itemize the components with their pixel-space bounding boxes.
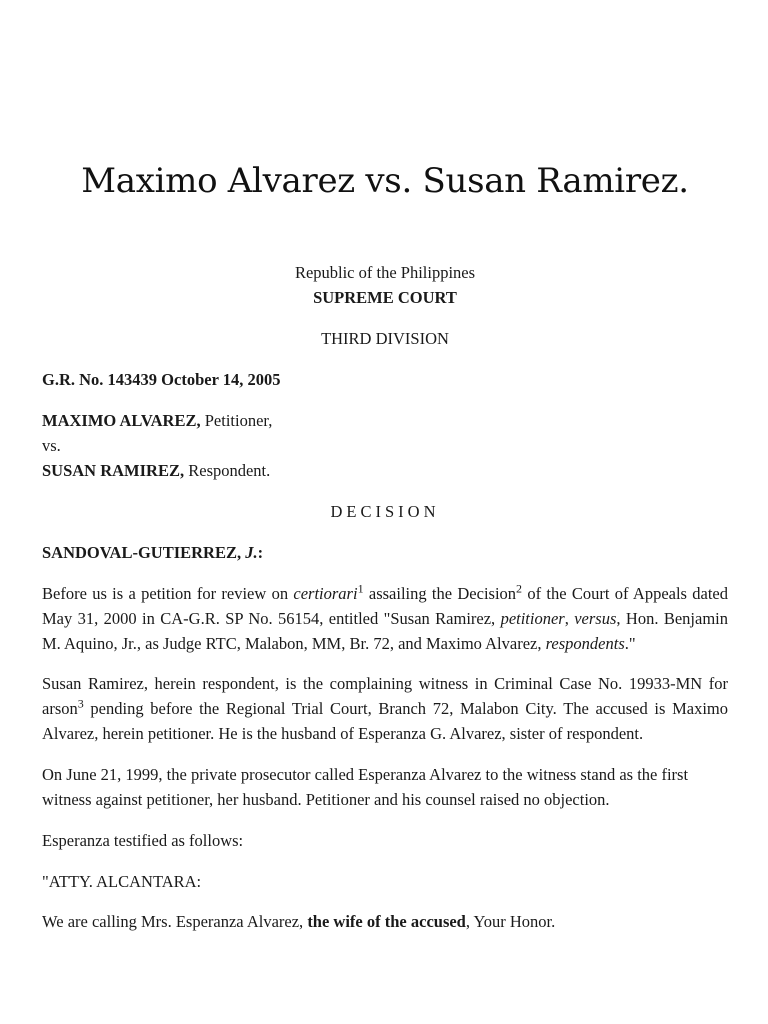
ponente-name: SANDOVAL-GUTIERREZ, bbox=[42, 543, 246, 562]
paragraph-2-text-b: pending before the Regional Trial Court, Branch 72, Malabon City. The accused is Maximo Alvarez, herein petitioner. He is the husband of Esperanza G. Alvarez, sister of respondent. bbox=[42, 699, 728, 743]
paragraph-2-text-a: Susan Ramirez, herein respondent, is the complaining witness in Criminal Case No. 19933-MN for arson bbox=[42, 674, 728, 718]
paragraph-6-emphasis: the wife of the accused bbox=[307, 912, 466, 931]
paragraph-1-text-h: , Hon. Benjamin M. Aquino, Jr., as Judge RTC, Malabon, MM, Br. 72, and Maximo Alvarez, bbox=[42, 609, 728, 653]
paragraph-4: Esperanza testified as follows: bbox=[42, 831, 244, 850]
document-title: Maximo Alvarez vs. Susan Ramirez. bbox=[81, 161, 689, 201]
petitioner-line bbox=[42, 408, 728, 433]
division-line: THIRD DIVISION bbox=[321, 329, 449, 348]
paragraph-6 bbox=[42, 909, 728, 934]
versus-term: versus bbox=[574, 609, 617, 628]
footnote-ref-2[interactable]: 2 bbox=[516, 581, 523, 596]
court-header bbox=[42, 260, 728, 310]
versus-line: vs. bbox=[42, 436, 61, 455]
respondent-name: SUSAN RAMIREZ, bbox=[42, 461, 185, 480]
paragraph-5: "ATTY. ALCANTARA: bbox=[42, 872, 202, 891]
case-number: G.R. No. 143439 October 14, 2005 bbox=[42, 370, 281, 389]
footnote-ref-1[interactable]: 1 bbox=[357, 581, 364, 596]
paragraph-1-text-j: ." bbox=[624, 634, 636, 653]
republic-line: Republic of the Philippines bbox=[294, 263, 476, 282]
paragraph-6-text-a: We are calling Mrs. Esperanza Alvarez, bbox=[42, 912, 308, 931]
respondent-role: Respondent. bbox=[184, 461, 271, 480]
parties-block bbox=[42, 408, 728, 483]
ponente-colon: : bbox=[257, 543, 264, 562]
decision-heading: DECISION bbox=[330, 502, 440, 521]
ponente-title: J. bbox=[245, 543, 258, 562]
paragraph-1-text-a: Before us is a petition for review on bbox=[42, 584, 294, 603]
paragraph-6-text-c: , Your Honor. bbox=[465, 912, 556, 931]
petitioner-name: MAXIMO ALVAREZ, bbox=[42, 411, 201, 430]
petitioner-role: Petitioner, bbox=[200, 411, 273, 430]
paragraph-1-text-f: , bbox=[564, 609, 575, 628]
paragraph-1-text-c: assailing the Decision bbox=[363, 584, 517, 603]
footnote-ref-3[interactable]: 3 bbox=[77, 696, 84, 711]
respondent-line bbox=[42, 458, 728, 483]
paragraph-3: On June 21, 1999, the private prosecutor called Esperanza Alvarez to the witness stand as the first witness against petitioner, her husband. Petitioner and his counsel raised no objection. bbox=[42, 765, 689, 809]
ponente-line bbox=[42, 540, 728, 565]
petitioner-term: petitioner bbox=[500, 609, 565, 628]
court-name: SUPREME COURT bbox=[313, 288, 457, 307]
paragraph-1-text-d: of the Court of Appeals dated May 31, 2000 in CA-G.R. SP No. 56154, entitled "Susan Ramirez, bbox=[42, 584, 729, 628]
respondents-term: respondents bbox=[545, 634, 625, 653]
certiorari-term: certiorari bbox=[293, 584, 358, 603]
paragraph-2 bbox=[42, 671, 728, 746]
paragraph-1 bbox=[42, 581, 728, 656]
